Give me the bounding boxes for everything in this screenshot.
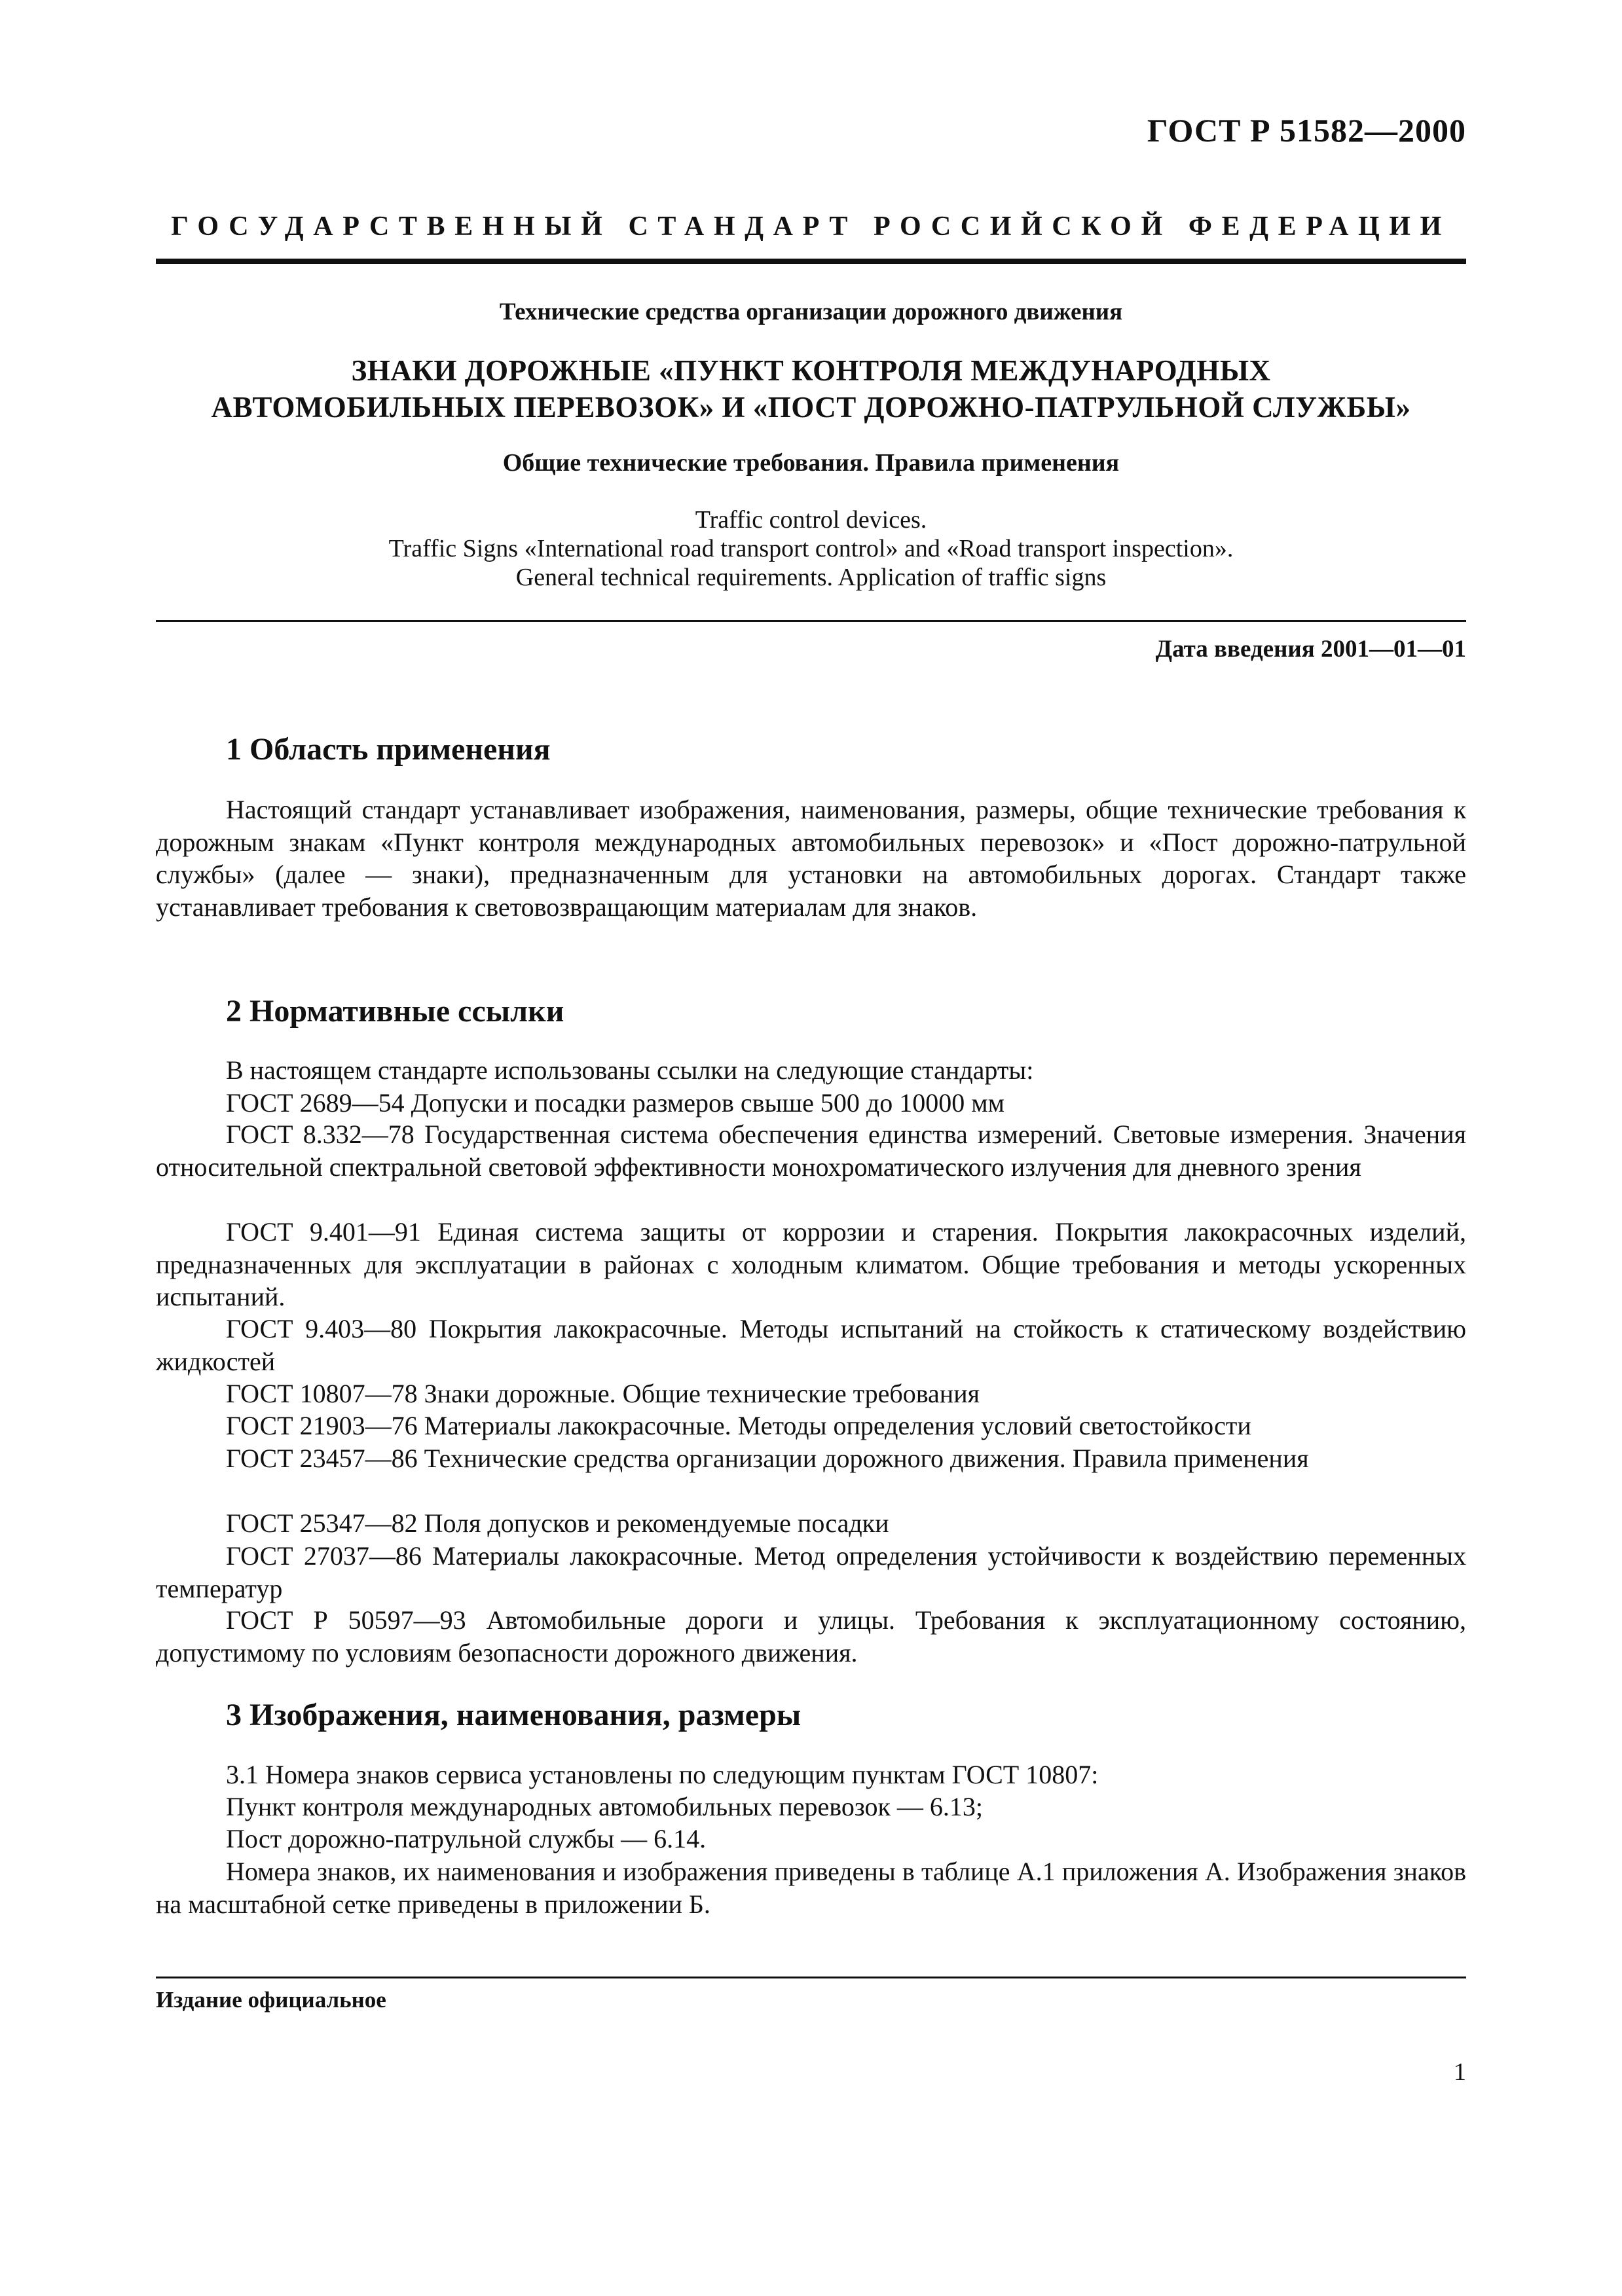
english-title-line-2: Traffic Signs «International road transport control» and «Road transport inspection». [388, 535, 1234, 562]
clause-3-1: 3.1 Номера знаков сервиса установлены по следующим пунктам ГОСТ 10807: [226, 1760, 1099, 1789]
section-3-paragraph: Номера знаков, их наименования и изображения приведены в таблице А.1 приложения А. Изображения знаков на масштабной сетке приведены в приложении Б. [156, 1857, 1466, 1919]
reference-item: ГОСТ 25347—82 Поля допусков и рекомендуемые посадки [226, 1508, 889, 1538]
document-main-title [156, 352, 1466, 426]
reference-item: ГОСТ 2689—54 Допуски и посадки размеров свыше 500 до 10000 мм [226, 1088, 1005, 1118]
section-2-heading: 2 Нормативные ссылки [226, 994, 564, 1029]
reference-item: ГОСТ 23457—86 Технические средства организации дорожного движения. Правила применения [226, 1444, 1309, 1473]
requirements-subtitle: Общие технические требования. Правила применения [502, 449, 1120, 477]
english-title-line-3: General technical requirements. Application of traffic signs [515, 564, 1107, 591]
section-1-heading: 1 Область применения [226, 732, 551, 767]
reference-item: ГОСТ 21903—76 Материалы лакокрасочные. Методы определения условий светостойкости [226, 1411, 1251, 1440]
section-3-heading: 3 Изображения, наименования, размеры [226, 1698, 802, 1732]
title-divider [156, 620, 1466, 622]
page-number: 1 [1454, 2058, 1466, 2086]
official-edition-label: Издание официальное [156, 1987, 386, 2013]
english-title-line-1: Traffic control devices. [695, 506, 927, 534]
state-standard-title: ГОСУДАРСТВЕННЫЙ СТАНДАРТ РОССИЙСКОЙ ФЕДЕРАЦИИ [171, 211, 1451, 242]
document-subtitle: Технические средства организации дорожного движения [499, 299, 1123, 325]
header-divider [156, 259, 1466, 264]
reference-item: ГОСТ 10807—78 Знаки дорожные. Общие технические требования [226, 1379, 980, 1408]
main-title-line-1: ЗНАКИ ДОРОЖНЫЕ «ПУНКТ КОНТРОЛЯ МЕЖДУНАРОДНЫХ [351, 354, 1271, 387]
reference-item: ГОСТ 9.403—80 Покрытия лакокрасочные. Методы испытаний на стойкость к статическому воздействию жидкостей [156, 1314, 1466, 1376]
footer-divider [156, 1977, 1466, 1978]
reference-item: ГОСТ Р 50597—93 Автомобильные дороги и улицы. Требования к эксплуатационному состоянию, допустимому по условиям безопасности дорожного движения. [156, 1605, 1466, 1667]
reference-item: ГОСТ 8.332—78 Государственная система обеспечения единства измерений. Световые измерения. Значения относительной спектральной световой эффективности монохроматического излучения для дневного зрения [156, 1120, 1466, 1182]
main-title-line-2: АВТОМОБИЛЬНЫХ ПЕРЕВОЗОК» И «ПОСТ ДОРОЖНО-ПАТРУЛЬНОЙ СЛУЖБЫ» [211, 391, 1411, 424]
english-title [156, 505, 1466, 592]
document-number: ГОСТ Р 51582—2000 [1147, 112, 1466, 149]
sign-6-14-line: Пост дорожно-патрульной службы — 6.14. [226, 1824, 707, 1853]
sign-6-13-line: Пункт контроля международных автомобильных перевозок — 6.13; [226, 1792, 984, 1821]
introduction-date: Дата введения 2001—01—01 [1155, 636, 1466, 663]
references-intro: В настоящем стандарте использованы ссылки на следующие стандарты: [226, 1055, 1034, 1085]
section-1-paragraph: Настоящий стандарт устанавливает изображения, наименования, размеры, общие технические требования к дорожным знакам «Пункт контроля международных автомобильных перевозок» и «Пост дорожно-патрульной службы» (далее — знаки), предназначенным для установки на автомобильных дорогах. Стандарт также устанавливает требования к световозвращающим материалам для знаков. [156, 795, 1466, 922]
reference-item: ГОСТ 9.401—91 Единая система защиты от коррозии и старения. Покрытия лакокрасочных изделий, предназначенных для эксплуатации в районах с холодным климатом. Общие требования и методы ускоренных испытаний. [156, 1217, 1466, 1311]
reference-item: ГОСТ 27037—86 Материалы лакокрасочные. Метод определения устойчивости к воздействию переменных температур [156, 1541, 1466, 1603]
